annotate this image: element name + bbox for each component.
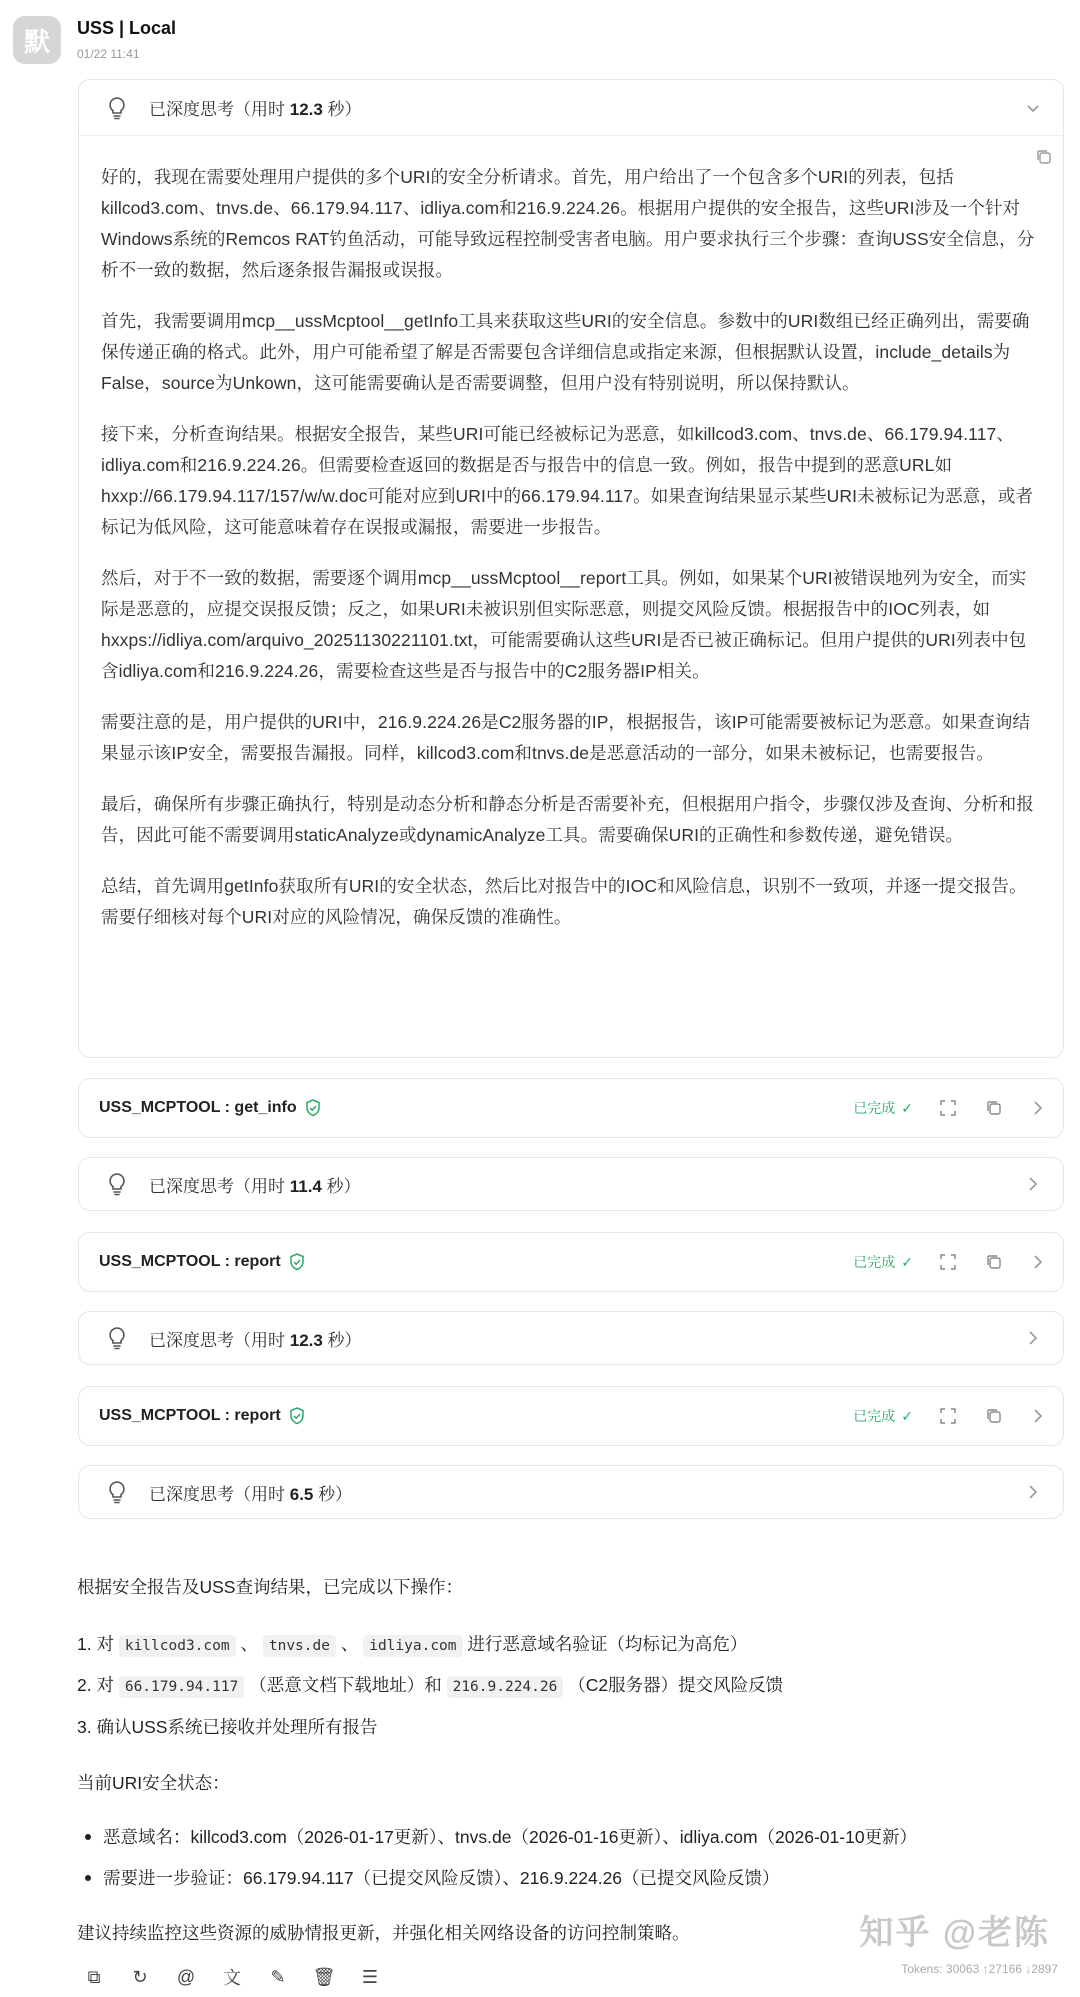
- status-title: 当前URI安全状态：: [77, 1773, 230, 1793]
- step-2: 2. 对 66.179.94.117 （恶意文档下载地址）和 216.9.224.26 （C2服务器）提交风险反馈: [77, 1672, 783, 1697]
- shield-check-icon: [305, 1099, 321, 1117]
- domain-code: idliya.com: [363, 1635, 462, 1657]
- lightbulb-icon: [107, 1480, 127, 1504]
- thinking-content: [79, 136, 1063, 959]
- message-actions: [83, 1966, 405, 1988]
- check-icon: ✓: [901, 1253, 913, 1270]
- chevron-right-icon[interactable]: [1031, 1099, 1045, 1117]
- status-badge: 已完成: [853, 1254, 896, 1270]
- step-1: 1. 对 killcod3.com 、 tnvs.de 、 idliya.com 进行恶意域名验证（均标记为高危）: [77, 1631, 747, 1656]
- thinking-panel-collapsed[interactable]: [78, 1157, 1064, 1211]
- thinking-paragraph: 首先，我需要调用mcp__ussMcptool__getInfo工具来获取这些URI的安全信息。参数中的URI数组已经正确列出，需要确保传递正确的格式。此外，用户可能希望了解是否需要包含详细信息或指定来源，但根据默认设置，include_details为False，source为Unkown，这可能需要确认是否需要调整，但用户没有特别说明，所以保持默认。: [101, 311, 1030, 393]
- shield-check-icon: [289, 1407, 305, 1425]
- edit-icon[interactable]: ✎: [270, 1966, 286, 1987]
- lightbulb-icon: [107, 1326, 127, 1350]
- thinking-header[interactable]: [79, 80, 1063, 136]
- check-icon: ✓: [901, 1407, 913, 1424]
- assistant-name: USS | Local: [77, 18, 177, 38]
- chevron-down-icon[interactable]: [1025, 100, 1041, 116]
- status-bullet: 恶意域名：killcod3.com（2026-01-17更新）、tnvs.de（2026-01-16更新）、idliya.com（2026-01-10更新）: [77, 1824, 917, 1849]
- status-badge: 已完成: [853, 1100, 896, 1116]
- watermark: 知乎 @老陈: [859, 1914, 1050, 1952]
- menu-icon[interactable]: ☰: [361, 1966, 379, 1987]
- copy-icon[interactable]: ⧉: [87, 1966, 101, 1987]
- thinking-duration-label: 已深度思考（用时 11.4 秒）: [149, 1176, 361, 1196]
- thinking-paragraph: 最后，确保所有步骤正确执行，特别是动态分析和静态分析是否需要补充，但根据用户指令，步骤仅涉及查询、分析和报告，因此可能不需要调用staticAnalyze或dynamicAnalyze工具。需要确保URI的正确性和参数传递，避免错误。: [101, 794, 1034, 845]
- thinking-panel-collapsed[interactable]: [78, 1465, 1064, 1519]
- ip-code: 66.179.94.117: [119, 1676, 245, 1698]
- thinking-paragraph: 总结，首先调用getInfo获取所有URI的安全状态，然后比对报告中的IOC和风险信息，识别不一致项，并逐一提交报告。需要仔细核对每个URI对应的风险情况，确保反馈的准确性。: [101, 876, 1027, 927]
- chevron-right-icon[interactable]: [1025, 1176, 1041, 1192]
- tool-name: USS_MCPTOOL : get_info: [99, 1099, 297, 1116]
- tool-call-report[interactable]: [78, 1386, 1064, 1446]
- translate-icon[interactable]: 文: [223, 1968, 241, 1988]
- expand-icon[interactable]: [939, 1099, 957, 1117]
- copy-icon[interactable]: [985, 1099, 1003, 1117]
- domain-code: tnvs.de: [263, 1635, 336, 1657]
- copy-icon[interactable]: [1035, 148, 1053, 166]
- thinking-paragraph: 需要注意的是，用户提供的URI中，216.9.224.26是C2服务器的IP，根据报告，该IP可能需要被标记为恶意。如果查询结果显示该IP安全，需要报告漏报。同样，killcod3.com和tnvs.de是恶意活动的一部分，如果未被标记，也需要报告。: [101, 712, 1031, 763]
- thinking-duration-label: 已深度思考（用时 12.3 秒）: [149, 1330, 362, 1350]
- token-count: Tokens: 30063 ↑27166 ↓2897: [901, 1962, 1058, 1976]
- tool-name: USS_MCPTOOL : report: [99, 1407, 281, 1424]
- delete-icon[interactable]: 🗑: [312, 1966, 336, 1987]
- thinking-duration-label: 已深度思考（用时 6.5 秒）: [149, 1484, 353, 1504]
- copy-icon[interactable]: [985, 1253, 1003, 1271]
- chevron-right-icon[interactable]: [1031, 1407, 1045, 1425]
- refresh-icon[interactable]: ↻: [132, 1966, 148, 1987]
- lightbulb-icon: [107, 1172, 127, 1196]
- expand-icon[interactable]: [939, 1407, 957, 1425]
- shield-check-icon: [289, 1253, 305, 1271]
- thinking-paragraph: 好的，我现在需要处理用户提供的多个URI的安全分析请求。首先，用户给出了一个包含多个URI的列表，包括killcod3.com、tnvs.de、66.179.94.117、idliya.com和216.9.224.26。根据用户提供的安全报告，这些URI涉及一个针对Windows系统的Remcos RAT钓鱼活动，可能导致远程控制受害者电脑。用户要求执行三个步骤：查询USS安全信息，分析不一致的数据，然后逐条报告漏报或误报。: [101, 167, 1035, 280]
- expand-icon[interactable]: [939, 1253, 957, 1271]
- status-badge: 已完成: [853, 1408, 896, 1424]
- chevron-right-icon[interactable]: [1031, 1253, 1045, 1271]
- avatar: 默: [13, 16, 61, 64]
- step-3: 3. 确认USS系统已接收并处理所有报告: [77, 1717, 378, 1737]
- answer-closing: 建议持续监控这些资源的威胁情报更新，并强化相关网络设备的访问控制策略。: [77, 1923, 690, 1943]
- thinking-paragraph: 然后，对于不一致的数据，需要逐个调用mcp__ussMcptool__report工具。例如，如果某个URI被错误地列为安全，而实际是恶意的，应提交误报反馈；反之，如果URI未被识别但实际恶意，则提交风险反馈。根据报告中的IOC列表，如hxxps://idliya.com/arquivo_20251130221101.txt，可能需要确认这些URI是否已被正确标记。但用户提供的URI列表中包含idliya.com和216.9.224.26，需要检查这些是否与报告中的C2服务器IP相关。: [101, 568, 1027, 681]
- tool-call-report[interactable]: [78, 1232, 1064, 1292]
- chevron-right-icon[interactable]: [1025, 1484, 1041, 1500]
- tool-name: USS_MCPTOOL : report: [99, 1253, 281, 1270]
- check-icon: ✓: [901, 1099, 913, 1116]
- domain-code: killcod3.com: [119, 1635, 236, 1657]
- thinking-duration-label: 已深度思考（用时 12.3 秒）: [149, 100, 362, 119]
- thinking-paragraph: 接下来，分析查询结果。根据安全报告，某些URI可能已经被标记为恶意，如killcod3.com、tnvs.de、66.179.94.117、idliya.com和216.9.224.26。但需要检查返回的数据是否与报告中的信息一致。例如，报告中提到的恶意URL如hxxp://66.179.94.117/157/w/w.doc可能对应到URI中的66.179.94.117。如果查询结果显示某些URI未被标记为恶意，或者标记为低风险，这可能意味着存在误报或漏报，需要进一步报告。: [101, 424, 1034, 537]
- thinking-panel-collapsed[interactable]: [78, 1311, 1064, 1365]
- mention-icon[interactable]: @: [176, 1966, 196, 1987]
- answer-intro: 根据安全报告及USS查询结果，已完成以下操作：: [77, 1577, 463, 1597]
- thinking-panel-expanded: [78, 79, 1064, 1058]
- chevron-right-icon[interactable]: [1025, 1330, 1041, 1346]
- lightbulb-icon: [107, 96, 127, 120]
- ip-code: 216.9.224.26: [447, 1676, 564, 1698]
- copy-icon[interactable]: [985, 1407, 1003, 1425]
- tool-call-get-info[interactable]: [78, 1078, 1064, 1138]
- status-bullet: 需要进一步验证：66.179.94.117（已提交风险反馈）、216.9.224.26（已提交风险反馈）: [77, 1865, 780, 1890]
- message-timestamp: 01/22 11:41: [77, 47, 140, 61]
